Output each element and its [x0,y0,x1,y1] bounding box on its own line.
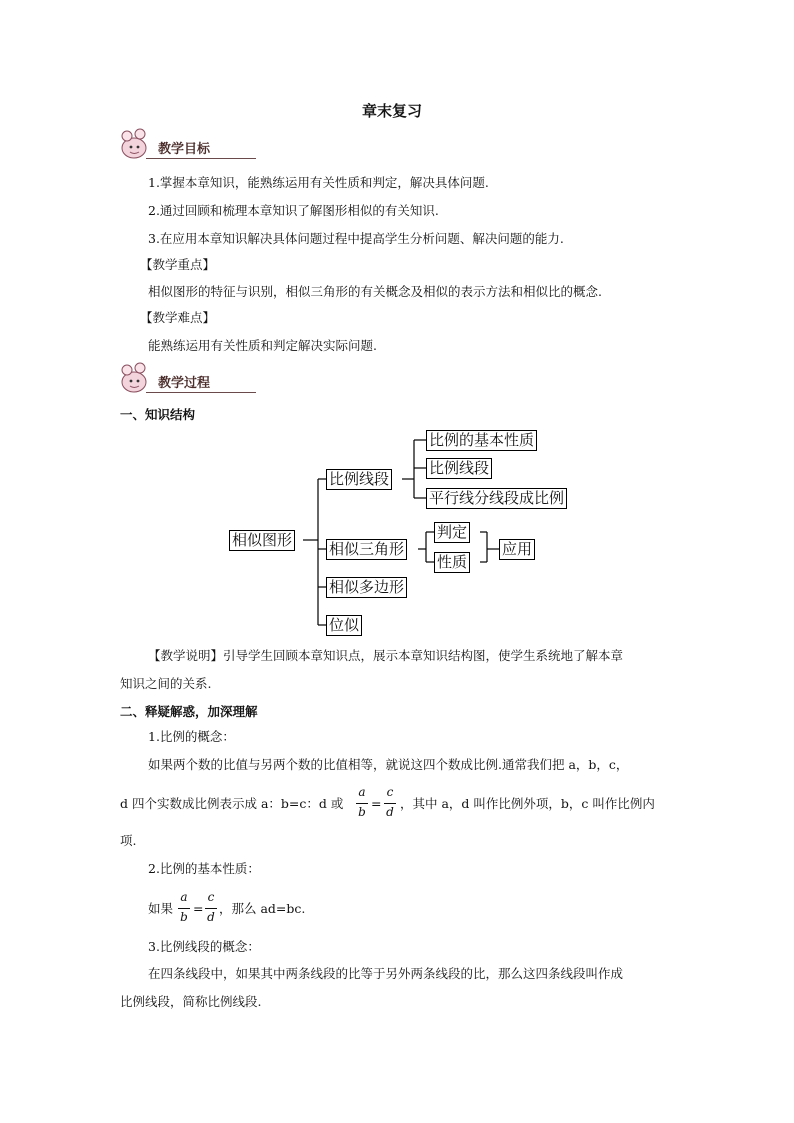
node-parallel-lines: 平行线分线段成比例 [426,488,567,509]
fraction-numerator-c: c [386,785,394,799]
node-homothety: 位似 [326,615,362,636]
section-heading-2: 二、释疑解惑，加深理解 [120,704,258,719]
difficulty-text: 能熟练运用有关性质和判定解决实际问题. [148,338,377,353]
concept3-heading: 3.比例线段的概念： [148,939,260,954]
concept1-line-1: 如果两个数的比值与另两个数的比值相等，就说这四个数成比例.通常我们把 a，b，c， [148,757,629,772]
explanation-line-2: 知识之间的关系. [120,676,212,691]
fraction-equals: = [371,796,382,811]
section-heading-1: 一、知识结构 [120,407,196,422]
goal-item: 2.通过回顾和梳理本章知识了解图形相似的有关知识. [148,203,439,218]
fraction-bar [384,803,396,804]
fraction-equals: = [193,901,204,916]
key-text: 相似图形的特征与识别，相似三角形的有关概念及相似的表示方法和相似比的概念. [148,284,602,299]
concept1-line-3: 项. [120,833,137,848]
concept1-line-2b: ，其中 a，d 叫作比例外项，b，c 叫作比例内 [400,796,655,811]
fraction-denominator-b: b [358,805,366,819]
node-basic-property: 比例的基本性质 [426,430,537,451]
concept2-post: ，那么 ad=bc. [219,901,306,916]
node-similar-triangles: 相似三角形 [326,539,407,560]
concept2-heading: 2.比例的基本性质： [148,861,260,876]
node-application: 应用 [499,539,535,560]
fraction-numerator-a: a [358,785,366,799]
node-proportion-segments-sub: 比例线段 [426,458,492,479]
goal-item: 1.掌握本章知识，能熟练运用有关性质和判定，解决具体问题. [148,175,489,190]
concept1-heading: 1.比例的概念： [148,729,235,744]
banner-process-label: 教学过程 [158,376,211,391]
concept1-line-2a: d 四个实数成比例表示成 a：b=c：d 或 [120,796,344,811]
banner-goals-label: 教学目标 [158,142,211,157]
fraction-denominator-b: b [180,910,188,924]
node-proportional-segments: 比例线段 [326,469,392,490]
fraction-bar [178,908,190,909]
node-judge: 判定 [434,522,470,543]
fraction-numerator-c: c [207,890,215,904]
fraction-bar [205,908,217,909]
concept3-line-2: 比例线段，简称比例线段. [120,994,262,1009]
fraction-bar [356,803,368,804]
key-heading: 【教学重点】 [140,257,216,272]
page-title: 章末复习 [362,102,423,120]
fraction-denominator-d: d [207,910,215,924]
difficulty-heading: 【教学难点】 [140,310,216,325]
fraction-numerator-a: a [180,890,188,904]
node-property: 性质 [434,552,470,573]
explanation-line-1: 【教学说明】引导学生回顾本章知识点，展示本章知识结构图，使学生系统地了解本章 [148,648,624,663]
node-similar-polygons: 相似多边形 [326,577,407,598]
fraction-denominator-d: d [386,805,394,819]
goal-item: 3.在应用本章知识解决具体问题过程中提高学生分析问题、解决问题的能力. [148,231,564,246]
node-root: 相似图形 [229,530,295,551]
concept2-pre: 如果 [148,901,174,916]
concept3-line-1: 在四条线段中，如果其中两条线段的比等于另外两条线段的比，那么这四条线段叫作成 [148,966,624,981]
